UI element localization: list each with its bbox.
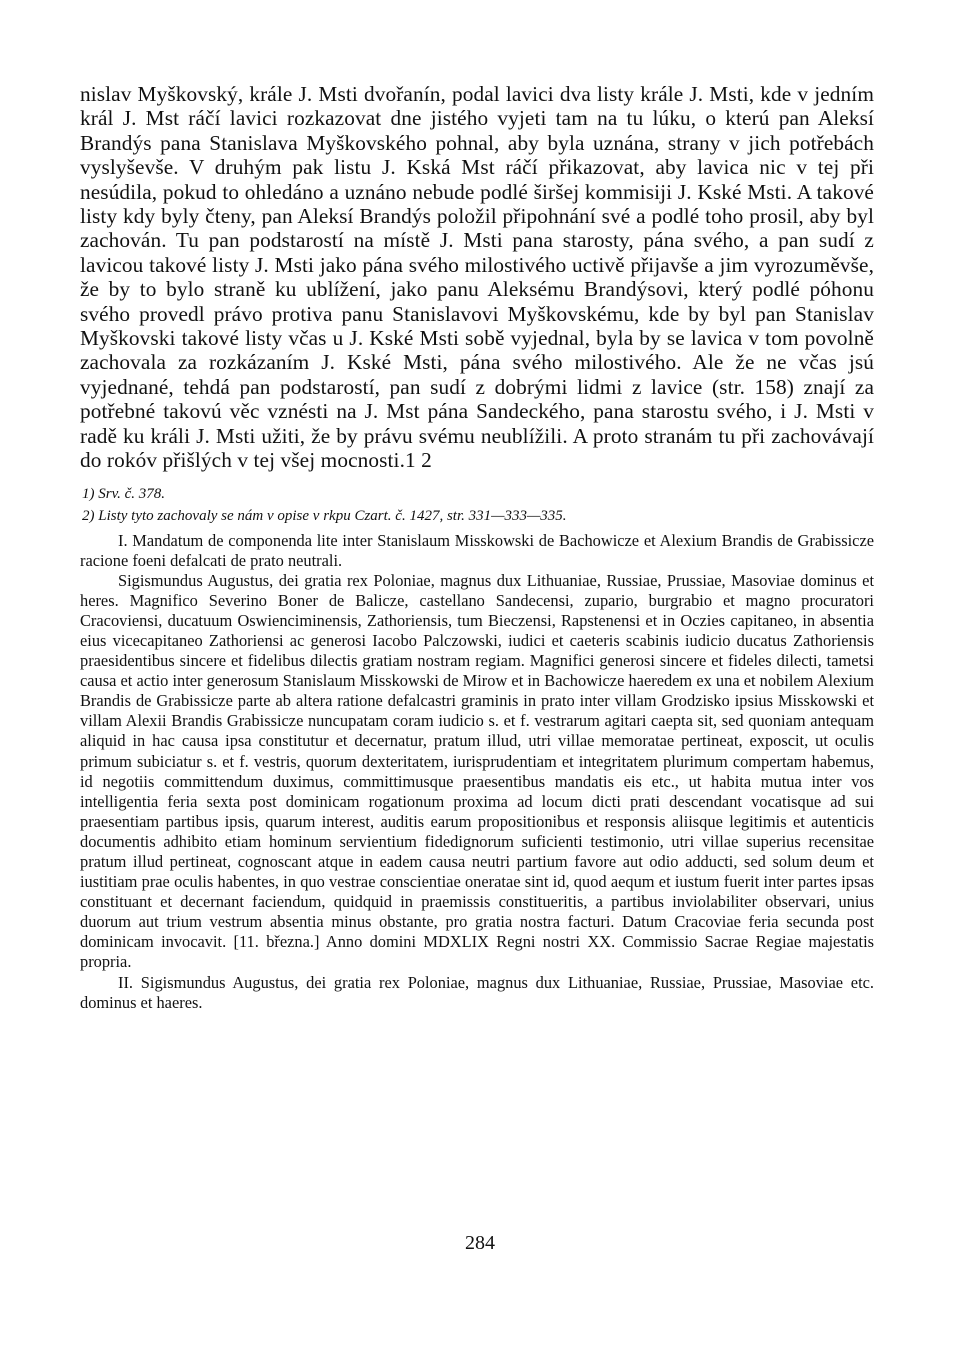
page-number: 284	[465, 1232, 495, 1254]
main-text	[80, 82, 874, 473]
latin-second-document: II. Sigismundus Augustus, dei gratia rex Poloniae, magnus dux Lithuaniae, Russiae, Prussiae, Masoviae etc. dominus et haeres.	[80, 972, 874, 1012]
latin-body: Sigismundus Augustus, dei gratia rex Poloniae, magnus dux Lithuaniae, Russiae, Prussiae, Masoviae dominus et heres. Magnifico Severino Boner de Balicze, castellano Sandecensi, zupario, burgrabio et magno procuratori Cracoviensi, ducatuum Oswienciminensis, Zathoriensis, tum Bieczensi, Rapstenensi et in Oczies capitaneo, in absentia eius vicecapitaneo Zathoriensi ac generosi Iacobo Palczowski, iudici et caeteris scabinis iudicio ducatus Zathoriensis praesidentibus sincere et fidelibus dilectis gratiam nostram regiam. Magnifici generosi sincere et fideles dilecti, tametsi causa et actio inter generosum Stanislaum Misskowski de Mirow et in Bachowicze haeredem ex una et nobilem Alexium Brandis de Grabissicze parte ab altera ratione defalcastri graminis in prato inter villam Grodzisko ipsius Misskowski et villam Alexii Brandis Grabissicze nuncupatam coram iudicio s. et f. vestrarum agitari caepta sit, sed quoniam antequam aliquid in hac causa ipsa constitutur et decernatur, pratum illud, utri villae memoratae pertineat, exposcit, ut oculis primum subiciatur s. et f. vestris, quorum dexteritatem, iurisprudentiam et integritatem plurimum compertam habemus, id negotiis committendum duximus, committimusque praesentibus mandatis eis etc., ut habita mutua inter vos intelligentia feria sexta post dominicam rogationum proxima ad locum dicti prati descendant vocatisque ad sui praesentiam partibus ipsis, quarum interest, auditis earum propositionibus et responsis aliisque legitimis et autenticis documentis adhibito etiam hominum servientium fidedignorum suficienti testimonio, utri villae superius recensitae pratum illud pertineat, cognoscant atque in eadem causa neutri partium favore aut odio adducti, sed solum deum et iustitiam prae oculis habentes, in quo vestrae conscientiae oneratae sint id, quod aequm et iustum fuerit inter partes ipsas constituant et decernant faciendum, quidquid in praemissis constitueritis, a partibus inviolabiliter observari, unius duorum aut trium vestrum absentia minus obstante, pro gratia nostra facturi. Datum Cracoviae feria secunda post dominicam invocavit. [11. března.] Anno domini MDXLIX Regni nostri XX. Commissio Sacrae Regiae majestatis propria.	[80, 570, 874, 972]
document-page	[80, 82, 874, 1013]
footnotes	[80, 483, 874, 527]
latin-heading: I. Mandatum de componenda lite inter Stanislaum Misskowski de Bachowicze et Alexium Brandis de Grabissicze racione foeni defalcati de prato neutrali.	[80, 530, 874, 570]
footnote-2: 2) Listy tyto zachovaly se nám v opise v rkpu Czart. č. 1427, str. 331—333—335.	[82, 507, 567, 524]
footnote-1: 1) Srv. č. 378.	[82, 485, 166, 502]
czech-paragraph: nislav Myškovský, krále J. Msti dvořanín, podal lavici dva listy krále J. Msti, kde v jedním král J. Mst ráčí lavici rozkazovat dne jistého vyjeti tam na tu lúku, o kterú pan Aleksí Brandýs pana Stanislava Myškovského pohnal, aby byla uznána, strany v jich potřebách vyslyševše. V druhým pak listu J. Kská Mst ráčí přikazovat, aby lavica nic v tej při nesúdila, pokud to ohledáno a uznáno nebude podlé širšej kommisiji J. Kské Msti. A takové listy kdy byly čteny, pan Aleksí Brandýs položil připohnání své a podlé toho prosil, aby byl zachován. Tu pan podstarostí na místě J. Msti pana starosty, pána svého, a pan sudí z lavicou takové listy J. Msti jako pána svého milostivého uctivě přijavše a jim vyrozuměvše, že by to bylo straně ku ublížení, jako panu Aleksému Brandýsovi, který podlé póhonu svého provedl právo protiva panu Stanislavovi Myškovskému, kde by byl pan Stanislav Myškovski takové listy včas u J. Kské Msti sobě vyjednal, byla by se lavica v tom povolně zachovala za rozkázaním J. Kské Msti, pána svého milostivého. Ale že ne včas jsú vyjednané, tehdá pan podstarostí, pan sudí z dobrými lidmi z lavice (str. 158) znají za potřebné takovú věc vznésti na J. Mst pána Sandeckého, pana starostu svého, i J. Msti v radě ku králi J. Msti užiti, že by právu svému neublížili. A proto stranám tu při zachovávají do rokóv přišlých v tej všej mocnosti.1 2	[80, 82, 874, 473]
latin-document	[80, 531, 874, 1013]
